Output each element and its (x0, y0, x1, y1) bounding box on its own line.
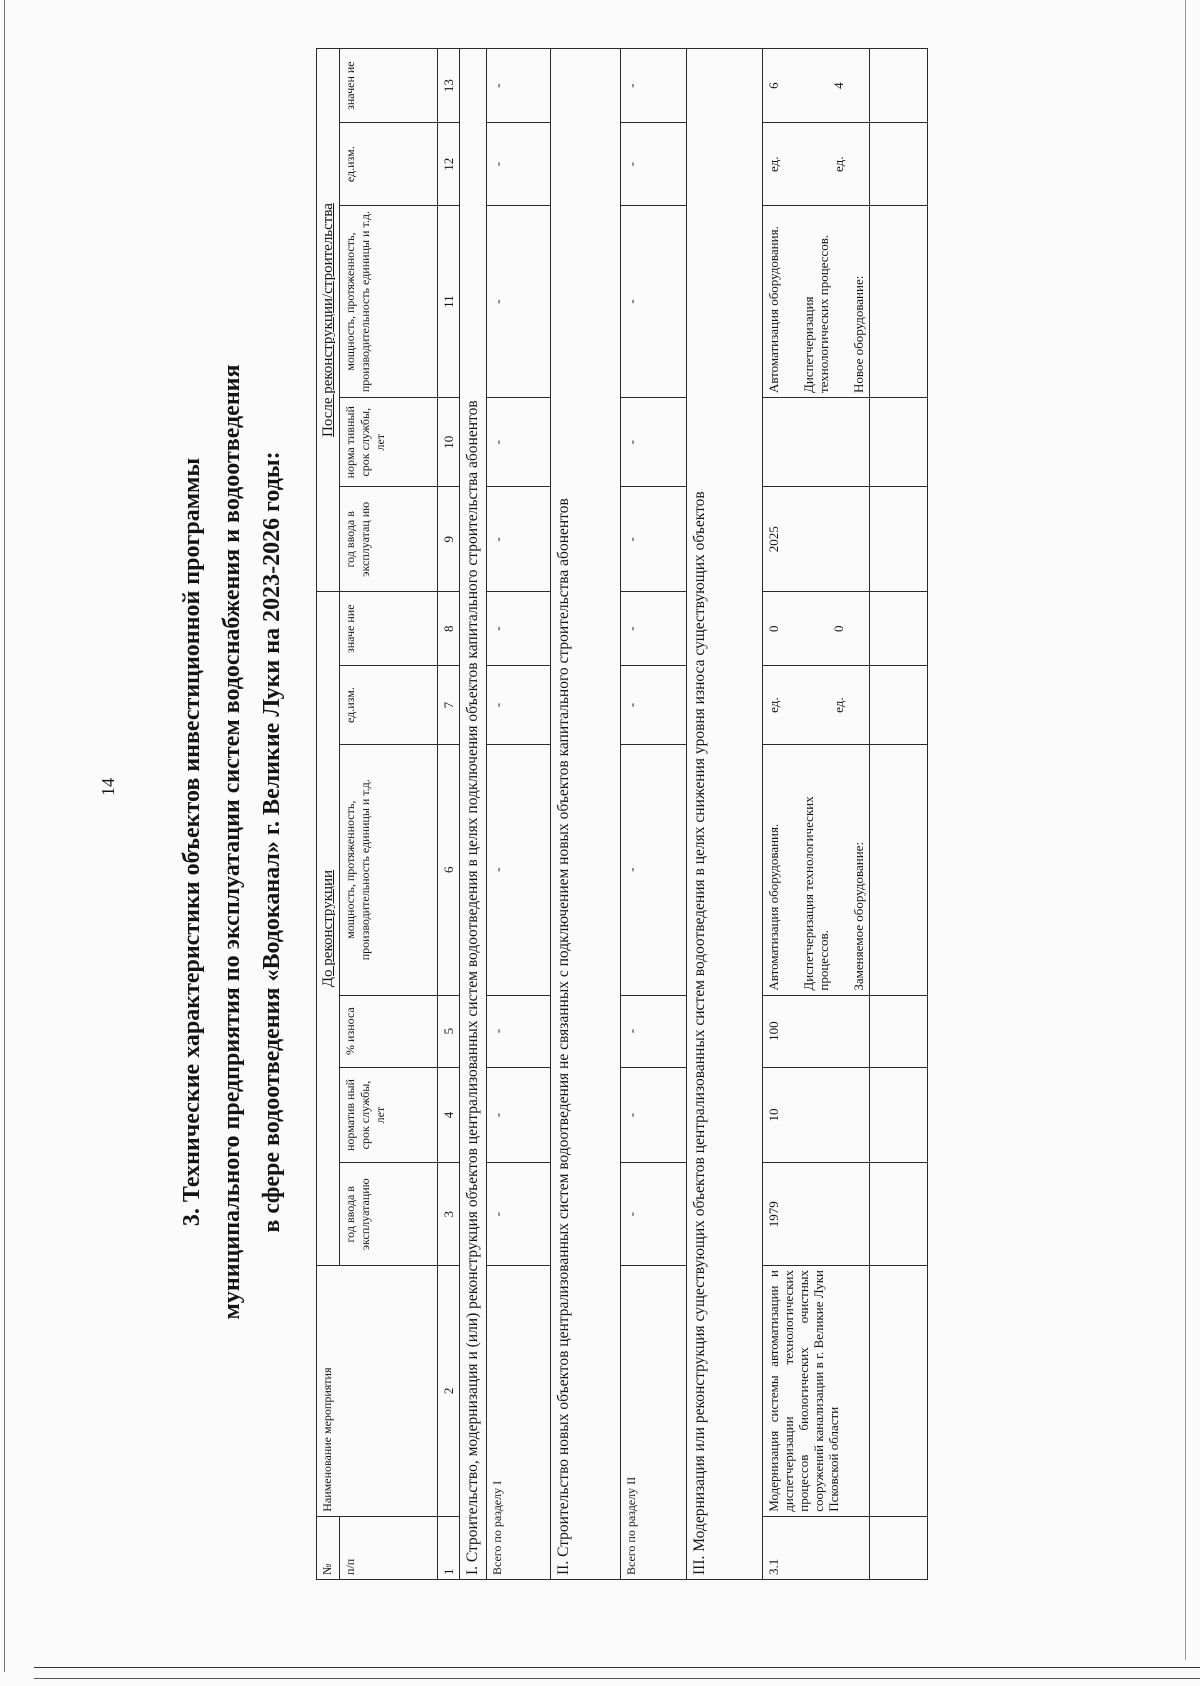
cont-11 (870, 206, 928, 398)
col-number-4: 4 (438, 1067, 460, 1163)
s1-year-after: - (487, 487, 551, 592)
row-3-1-unit-1: ед. (766, 697, 781, 713)
s2-unit: - (621, 666, 687, 745)
name-header: Наименование мероприятия (317, 1265, 438, 1516)
row-3-1-norm-after (763, 398, 870, 487)
page-bottom-edge-2 (34, 1678, 1200, 1679)
title-line-3: в сфере водоотведения «Водоканал» г. Великие Луки на 2023-2026 годы: (259, 451, 285, 1233)
after-header-label: После реконструкции/строительства (320, 203, 336, 438)
norm-after-header: норма тивный срок службы, лет (340, 398, 438, 487)
title-line-2: муниципального предприятия по эксплуатации систем водоснабжения и водоотведения (219, 364, 245, 1320)
col-number-5: 5 (438, 995, 460, 1067)
year-after-header: год ввода в эксплуатац ию (340, 487, 438, 592)
section-1-title: I. Строительство, модернизация и (или) реконструкция объектов централизованных систем водоотведения в целях подключения объектов капитального строительства абонентов (460, 49, 487, 1580)
section-3-title: III. Модернизация или реконструкция существующих объектов централизованных систем водоотведения в целях снижения уровня износа существующих объектов (687, 49, 763, 1580)
section-1-title-row (460, 49, 487, 1580)
col-number-7: 7 (438, 666, 460, 745)
s2-year: - (621, 1163, 687, 1265)
section-2-title: II. Строительство новых объектов централизованных систем водоотведения не связанных с подключением новых объектов капитального строительства абонентов (551, 49, 621, 1580)
row-3-1 (763, 49, 870, 1580)
cont-13 (870, 49, 928, 123)
s1-norm: - (487, 1067, 551, 1163)
s1-year: - (487, 1163, 551, 1265)
row-3-1-num: 3.1 (763, 1516, 870, 1579)
cont-6 (870, 744, 928, 995)
cont-1 (870, 1516, 928, 1579)
row-3-1-continuation (870, 49, 928, 1580)
col-number-11: 11 (438, 206, 460, 398)
row-3-1-unit-2: ед. (831, 697, 846, 713)
capacity-header: мощность, протяженность, производительность единицы и т.д. (340, 744, 438, 995)
row-3-1-norm: 10 (763, 1067, 870, 1163)
after-header (317, 49, 340, 592)
section-1-total-row (487, 49, 551, 1580)
cont-7 (870, 666, 928, 745)
cont-5 (870, 995, 928, 1067)
row-3-1-value-1: 0 (766, 625, 781, 632)
col-number-1: 1 (438, 1516, 460, 1579)
value-after-header: значен ие (340, 49, 438, 123)
row-3-1-value (763, 592, 870, 666)
cont-10 (870, 398, 928, 487)
s2-year-after: - (621, 487, 687, 592)
s2-norm: - (621, 1067, 687, 1163)
col-number-13: 13 (438, 49, 460, 123)
s2-capacity: - (621, 744, 687, 995)
row-3-1-unit-after-2: ед. (831, 156, 846, 172)
row-3-1-wear: 100 (763, 995, 870, 1067)
section-2-total-row (621, 49, 687, 1580)
col-number-6: 6 (438, 744, 460, 995)
cont-9 (870, 487, 928, 592)
s1-unit: - (487, 666, 551, 745)
page-number: 14 (98, 778, 118, 796)
col-number-9: 9 (438, 487, 460, 592)
wear-header: % износа (340, 995, 438, 1067)
row-3-1-name: Модернизация системы автоматизации и диспетчеризации технологических процессов биологических очистных сооружений канализации в г. Великие Луки Псковской области (763, 1265, 870, 1516)
before-header (317, 592, 340, 1266)
section-1-total-label: Всего по разделу I (487, 1265, 551, 1579)
row-3-1-capacity-after (763, 206, 870, 398)
s1-capacity-after: - (487, 206, 551, 398)
s1-wear: - (487, 995, 551, 1067)
row-3-1-unit-after (763, 123, 870, 206)
col-number-2: 2 (438, 1265, 460, 1516)
row-3-1-unit (763, 666, 870, 745)
before-header-label: До реконструкции (320, 869, 336, 988)
cont-3 (870, 1163, 928, 1265)
s1-value-after: - (487, 49, 551, 123)
s1-capacity: - (487, 744, 551, 995)
row-3-1-value-after (763, 49, 870, 123)
s2-capacity-after: - (621, 206, 687, 398)
row-3-1-capacity (763, 744, 870, 995)
year-header: год ввода в эксплуатацию (340, 1163, 438, 1265)
num-header-bottom: п/п (340, 1516, 438, 1579)
row-3-1-capa-dispatch: Диспетчеризация технологических процессов. (801, 234, 831, 394)
value-header: значе ние (340, 592, 438, 666)
s2-wear: - (621, 995, 687, 1067)
characteristics-table (316, 48, 928, 1580)
row-3-1-cap-automation: Автоматизация оборудования. (766, 823, 781, 991)
row-3-1-cap-dispatch: Диспетчеризация технологических процессов. (801, 796, 831, 991)
header-row-1 (317, 49, 340, 1580)
cont-4 (870, 1067, 928, 1163)
cont-8 (870, 592, 928, 666)
row-3-1-capa-automation: Автоматизация оборудования. (766, 226, 781, 394)
section-3-title-row (687, 49, 763, 1580)
row-3-1-cap-replaced: Заменяемое оборудование: (851, 841, 866, 991)
s1-value: - (487, 592, 551, 666)
s2-unit-after: - (621, 123, 687, 206)
num-header-top: № (317, 1516, 340, 1579)
row-3-1-year-after: 2025 (763, 487, 870, 592)
title-line-1: 3. Технические характеристики объектов инвестиционной программы (179, 457, 205, 1227)
row-3-1-year: 1979 (763, 1163, 870, 1265)
s2-value-after: - (621, 49, 687, 123)
s2-norm-after: - (621, 398, 687, 487)
s1-norm-after: - (487, 398, 551, 487)
row-3-1-capa-new: Новое оборудование: (851, 275, 866, 394)
unit-header: ед.изм. (340, 666, 438, 745)
s1-unit-after: - (487, 123, 551, 206)
row-3-1-value-after-2: 4 (831, 82, 846, 89)
capacity-after-header: мощность, протяженность, производительность единицы и т.д. (340, 206, 438, 398)
row-3-1-value-2: 0 (831, 625, 846, 632)
row-3-1-value-after-1: 6 (766, 82, 781, 89)
col-number-3: 3 (438, 1163, 460, 1265)
norm-header: норматив ный срок службы, лет (340, 1067, 438, 1163)
cont-12 (870, 123, 928, 206)
col-number-10: 10 (438, 398, 460, 487)
col-number-12: 12 (438, 123, 460, 206)
section-2-total-label: Всего по разделу II (621, 1265, 687, 1579)
section-2-title-row (551, 49, 621, 1580)
column-number-row (438, 49, 460, 1580)
row-3-1-unit-after-1: ед. (766, 156, 781, 172)
unit-after-header: ед.изм. (340, 123, 438, 206)
cont-2 (870, 1265, 928, 1516)
rotated-page-content (0, 32, 1200, 1672)
col-number-8: 8 (438, 592, 460, 666)
s2-value: - (621, 592, 687, 666)
